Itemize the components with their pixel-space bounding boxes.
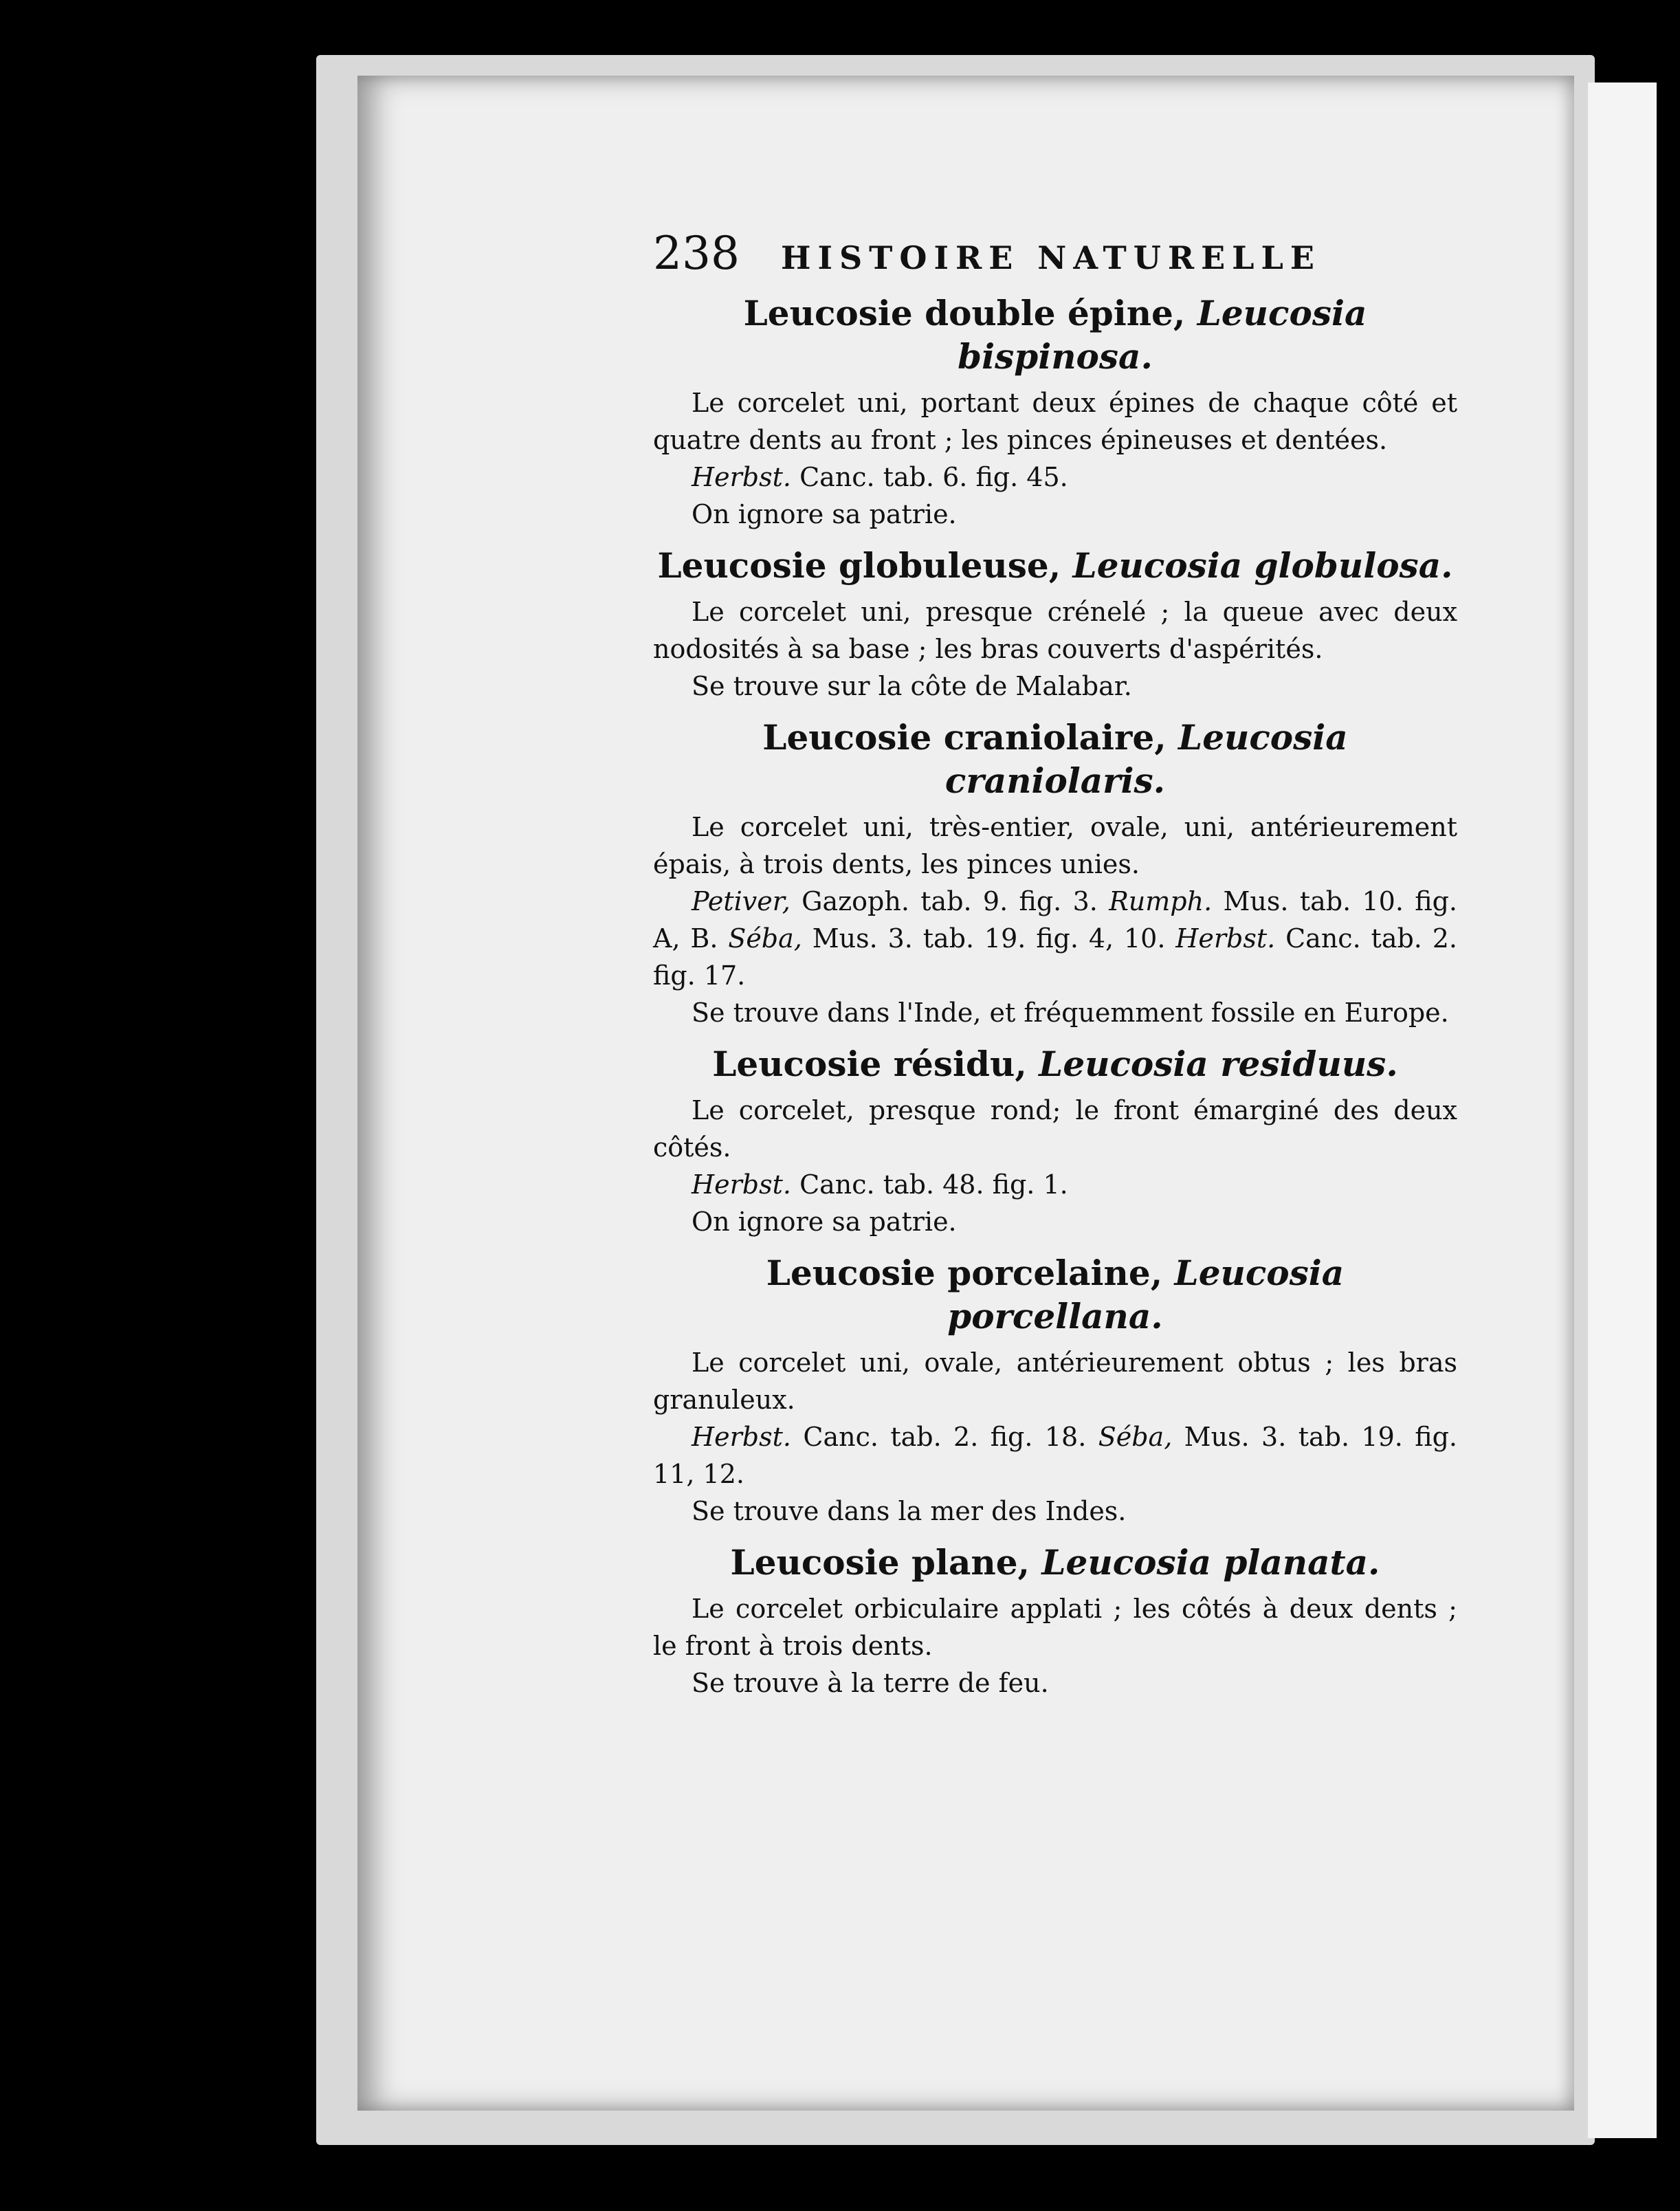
ref-author: Séba, (728, 923, 802, 954)
running-head (653, 227, 1457, 280)
entry-habitat: Se trouve dans la mer des Indes. (692, 1496, 1127, 1527)
entry-habitat: Se trouve à la terre de feu. (692, 1668, 1049, 1699)
entry-reference (653, 459, 1457, 496)
entry-description: Le corcelet orbiculaire applati ; les côtés à deux dents ; le front à trois dents. (653, 1594, 1457, 1662)
page-text (653, 227, 1457, 1713)
ref-text: Canc. tab. 2. fig. 18. (791, 1422, 1098, 1453)
entry-reference (653, 1167, 1457, 1204)
entry-habitat: Se trouve dans l'Inde, et fréquemment fossile en Europe. (692, 997, 1449, 1028)
entry (653, 1043, 1457, 1241)
entry-title-french: Leucosie craniolaire, (762, 717, 1167, 758)
entry-reference (653, 1419, 1457, 1493)
entry-title-french: Leucosie porcelaine, (766, 1253, 1163, 1294)
entry (653, 292, 1457, 534)
ref-text: Canc. tab. 2. fig. 17. (653, 923, 1457, 991)
entry (653, 1541, 1457, 1702)
ref-text: Gazoph. tab. 9. fig. 3. (790, 886, 1109, 917)
entry-title (653, 292, 1457, 378)
entry-title (653, 544, 1457, 588)
ref-text: Canc. tab. 6. fig. 45. (799, 461, 1068, 492)
entry-title-latin: Leucosia craniolaris. (944, 717, 1348, 801)
entry-title-french: Leucosie plane, (730, 1541, 1030, 1583)
ref-author: Herbst. (692, 461, 791, 492)
entry (653, 716, 1457, 1032)
ref-author: Herbst. (692, 1422, 791, 1453)
ref-text: Canc. tab. 48. fig. 1. (799, 1169, 1068, 1200)
running-head-title: HISTOIRE NATURELLE (780, 239, 1321, 276)
page-number: 238 (653, 227, 740, 280)
entry-description: Le corcelet uni, portant deux épines de chaque côté et quatre dents au front ; les pinces épineuses et dentées. (653, 388, 1457, 455)
entry-description: Le corcelet uni, très-entier, ovale, uni, antérieurement épais, à trois dents, les pinces unies. (653, 812, 1457, 880)
ref-author: Rumph. (1109, 886, 1213, 917)
entry-habitat: Se trouve sur la côte de Malabar. (692, 671, 1132, 702)
entry-title-latin: Leucosia residuus. (1039, 1043, 1398, 1084)
entry-habitat: On ignore sa patrie. (692, 498, 957, 529)
entry-title (653, 1252, 1457, 1338)
entry-title-latin: Leucosia planata. (1041, 1541, 1380, 1583)
entry (653, 544, 1457, 705)
entry-title-latin: Leucosia globulosa. (1072, 544, 1453, 586)
entry-title (653, 716, 1457, 802)
entry-reference (653, 883, 1457, 995)
ref-text: Mus. tab. 10. fig. A, B. (653, 886, 1457, 954)
entry-description: Le corcelet uni, presque crénelé ; la queue avec deux nodosités à sa base ; les bras couverts d'aspérités. (653, 597, 1457, 665)
ref-author: Herbst. (1175, 923, 1276, 954)
entry-title-latin: Leucosia porcellana. (947, 1253, 1345, 1336)
ref-text: Mus. 3. tab. 19. fig. 11, 12. (653, 1422, 1457, 1490)
entry-title-french: Leucosie globuleuse, (657, 544, 1061, 586)
ref-author: Séba, (1098, 1422, 1173, 1453)
entry-title-latin: Leucosia bispinosa. (958, 293, 1367, 377)
entry-title (653, 1043, 1457, 1086)
entry-description: Le corcelet uni, ovale, antérieurement obtus ; les bras granuleux. (653, 1348, 1457, 1416)
entry-description: Le corcelet, presque rond; le front émarginé des deux côtés. (653, 1095, 1457, 1163)
entry-title (653, 1541, 1457, 1585)
entry-habitat: On ignore sa patrie. (692, 1207, 957, 1238)
entry-title-french: Leucosie double épine, (743, 293, 1186, 333)
ref-author: Herbst. (692, 1169, 791, 1200)
ref-text: Mus. 3. tab. 19. fig. 4, 10. (802, 923, 1176, 954)
ref-author: Petiver, (692, 886, 791, 917)
entry (653, 1252, 1457, 1530)
entry-title-french: Leucosie résidu, (712, 1043, 1027, 1084)
next-page-edge (1588, 82, 1657, 2138)
